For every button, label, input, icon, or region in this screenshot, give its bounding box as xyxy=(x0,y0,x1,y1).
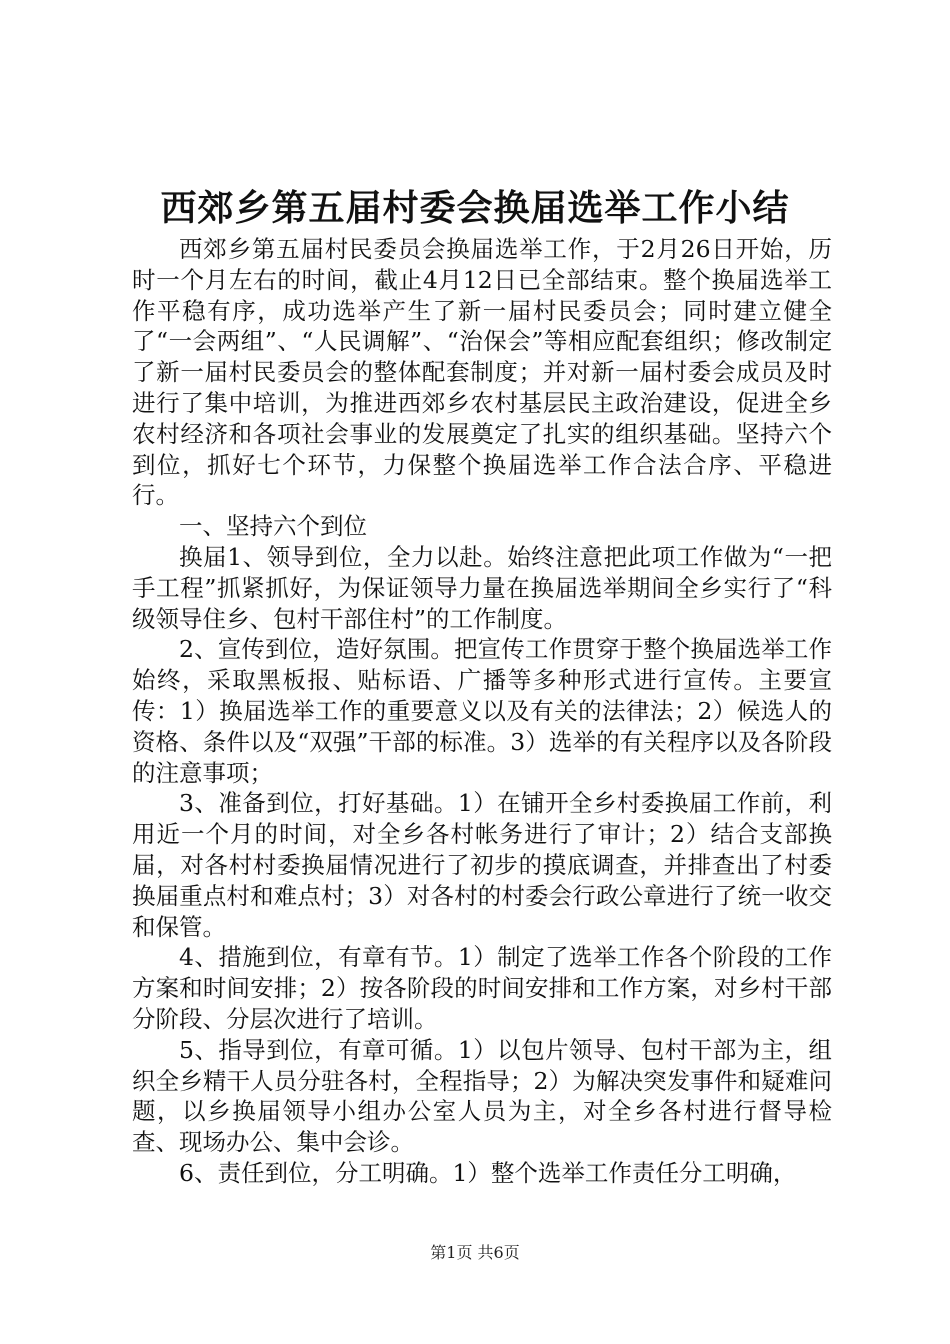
paragraph-item-2: 2、宣传到位，造好氛围。把宣传工作贯穿于整个换届选举工作始终，采取黑板报、贴标语、广播等多种形式进行宣传。主要宣传：1）换届选举工作的重要意义以及有关的法律法；2）候选人的资格、条件以及“双强”干部的标准。3）选举的有关程序以及各阶段的注意事项； xyxy=(132,635,832,787)
page-footer: 第1页 共6页 xyxy=(430,1243,520,1262)
paragraph-item-5: 5、指导到位，有章可循。1）以包片领导、包村干部为主，组织全乡精干人员分驻各村，全程指导；2）为解决突发事件和疑难问题，以乡换届领导小组办公室人员为主，对全乡各村进行督导检查、现场办公、集中会诊。 xyxy=(132,1035,832,1157)
paragraph-item-3: 3、准备到位，打好基础。1）在铺开全乡村委换届工作前，利用近一个月的时间，对全乡各村帐务进行了审计；2）结合支部换届，对各村村委换届情况进行了初步的摸底调查，并排查出了村委换届重点村和难点村；3）对各村的村委会行政公章进行了统一收交和保管。 xyxy=(132,789,832,941)
document-body xyxy=(132,234,832,1189)
paragraph-item-4: 4、措施到位，有章有节。1）制定了选举工作各个阶段的工作方案和时间安排；2）按各阶段的时间安排和工作方案，对乡村干部分阶段、分层次进行了培训。 xyxy=(132,943,832,1033)
paragraph-item-6: 6、责任到位，分工明确。1）整个选举工作责任分工明确， xyxy=(179,1158,797,1187)
section-heading-1: 一、坚持六个到位 xyxy=(179,512,367,541)
paragraph-item-1: 换届1、领导到位，全力以赴。始终注意把此项工作做为“一把手工程”抓紧抓好，为保证领导力量在换届选举期间全乡实行了“科级领导住乡、包村干部住村”的工作制度。 xyxy=(132,542,832,633)
paragraph-intro: 西郊乡第五届村民委员会换届选举工作，于2月26日开始，历时一个月左右的时间，截止4月12日已全部结束。整个换届选举工作平稳有序，成功选举产生了新一届村民委员会；同时建立健全了“一会两组”、“人民调解”、“治保会”等相应配套组织；修改制定了新一届村民委员会的整体配套制度；并对新一届村委会成员及时进行了集中培训，为推进西郊乡农村基层民主政治建设，促进全乡农村经济和各项社会事业的发展奠定了扎实的组织基础。坚持六个到位，抓好七个环节，力保整个换届选举工作合法合序、平稳进行。 xyxy=(132,235,832,510)
page-title: 西郊乡第五届村委会换届选举工作小结 xyxy=(160,187,790,229)
